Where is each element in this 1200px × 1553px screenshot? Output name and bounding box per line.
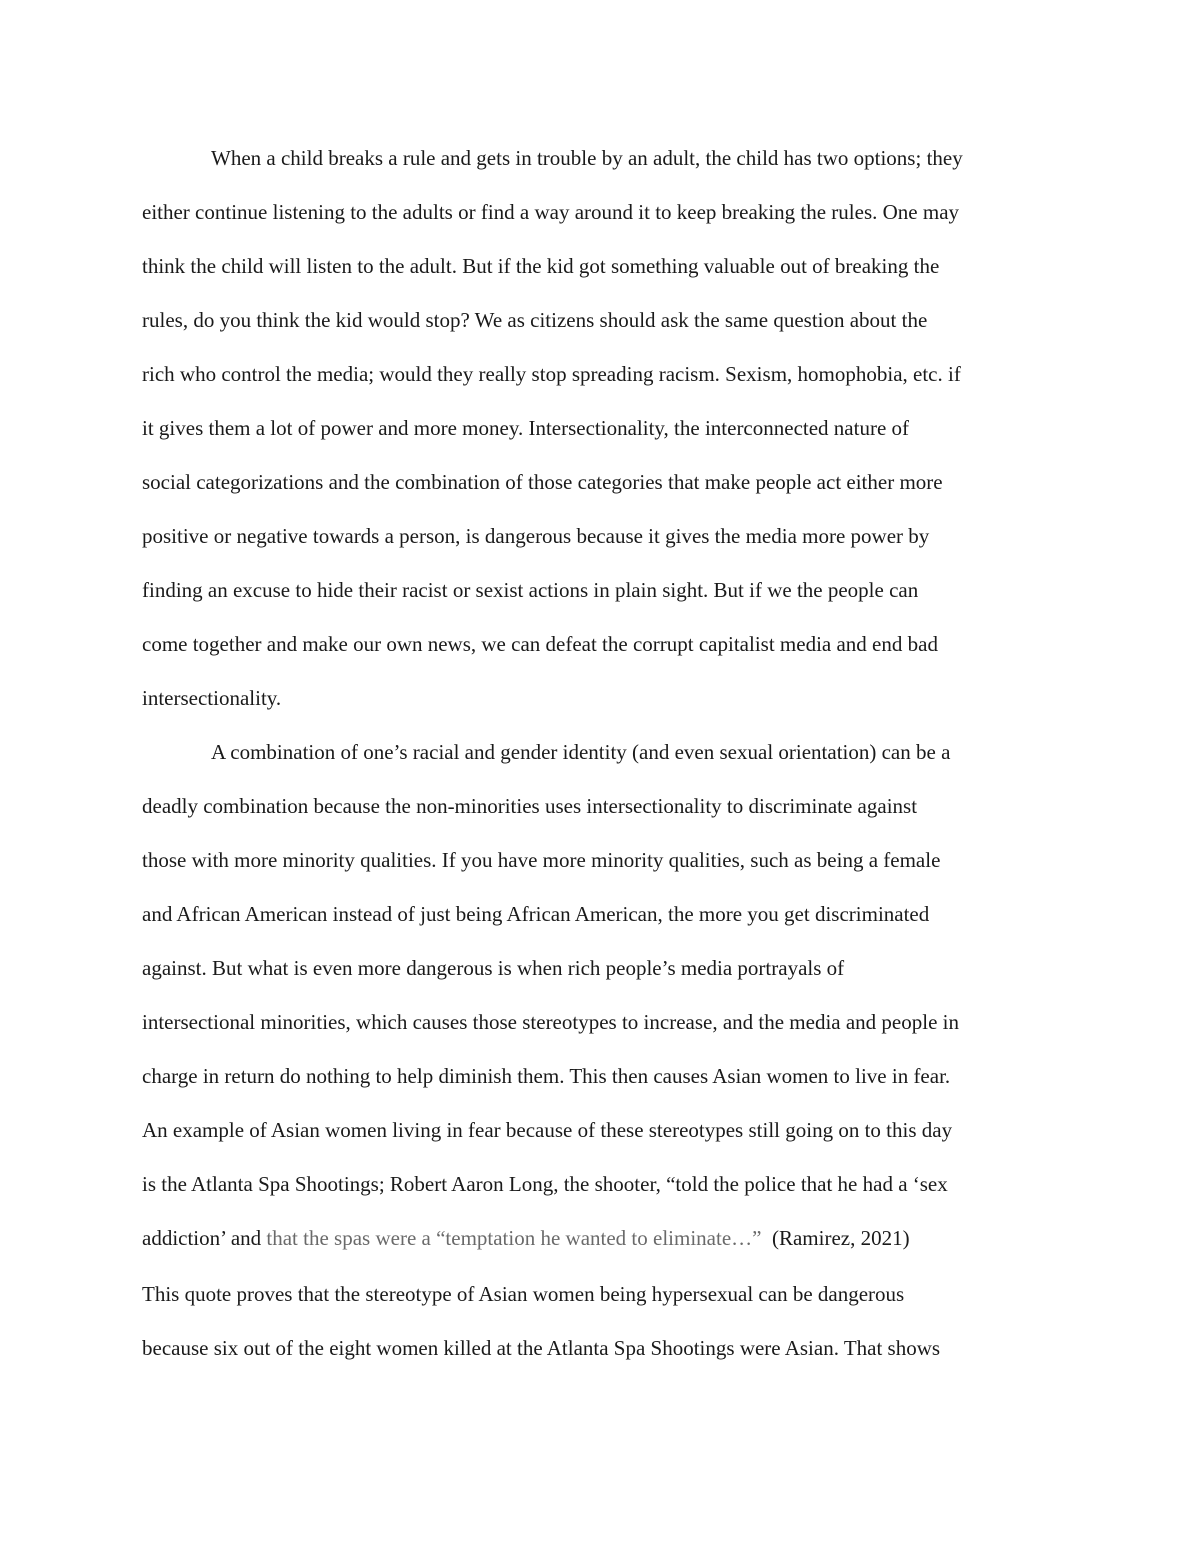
text-line: those with more minority qualities. If you have more minority qualities, such as being a female: [142, 848, 941, 872]
text-line: deadly combination because the non-minorities uses intersectionality to discriminate against: [142, 794, 918, 818]
text-line: and African American instead of just being African American, the more you get discriminated: [142, 902, 930, 926]
text-line: intersectionality.: [142, 686, 282, 710]
text-line: charge in return do nothing to help diminish them. This then causes Asian women to live in fear.: [142, 1064, 951, 1088]
text-line: positive or negative towards a person, is dangerous because it gives the media more power by: [142, 524, 930, 548]
text-line: intersectional minorities, which causes those stereotypes to increase, and the media and people in: [142, 1010, 959, 1034]
text-line: When a child breaks a rule and gets in trouble by an adult, the child has two options; they: [211, 146, 963, 170]
text-line: is the Atlanta Spa Shootings; Robert Aaron Long, the shooter, “told the police that he had a ‘sex: [142, 1172, 948, 1196]
text-line: because six out of the eight women killed at the Atlanta Spa Shootings were Asian. That shows: [142, 1336, 941, 1360]
text-line: against. But what is even more dangerous is when rich people’s media portrayals of: [142, 956, 845, 980]
quote-line: [142, 1224, 910, 1252]
text-line: come together and make our own news, we can defeat the corrupt capitalist media and end bad: [142, 632, 938, 656]
text-line: it gives them a lot of power and more money. Intersectionality, the interconnected nature of: [142, 416, 910, 440]
quoted-text: that the spas were a “temptation he wanted to eliminate…”: [266, 1226, 762, 1250]
text-line: finding an excuse to hide their racist or sexist actions in plain sight. But if we the people can: [142, 578, 919, 602]
text-line: either continue listening to the adults or find a way around it to keep breaking the rules. One may: [142, 200, 960, 224]
text-line: rules, do you think the kid would stop? We as citizens should ask the same question about the: [142, 308, 928, 332]
text-line: rich who control the media; would they really stop spreading racism. Sexism, homophobia, etc. if: [142, 362, 961, 386]
text-line: think the child will listen to the adult. But if the kid got something valuable out of breaking the: [142, 254, 940, 278]
text-line: An example of Asian women living in fear because of these stereotypes still going on to this day: [142, 1118, 953, 1142]
text-line: A combination of one’s racial and gender identity (and even sexual orientation) can be a: [211, 740, 951, 764]
quote-lead-text: addiction’ and: [142, 1226, 267, 1250]
citation: (Ramirez, 2021): [761, 1226, 910, 1250]
text-line: This quote proves that the stereotype of Asian women being hypersexual can be dangerous: [142, 1282, 905, 1306]
text-line: social categorizations and the combination of those categories that make people act either more: [142, 470, 943, 494]
